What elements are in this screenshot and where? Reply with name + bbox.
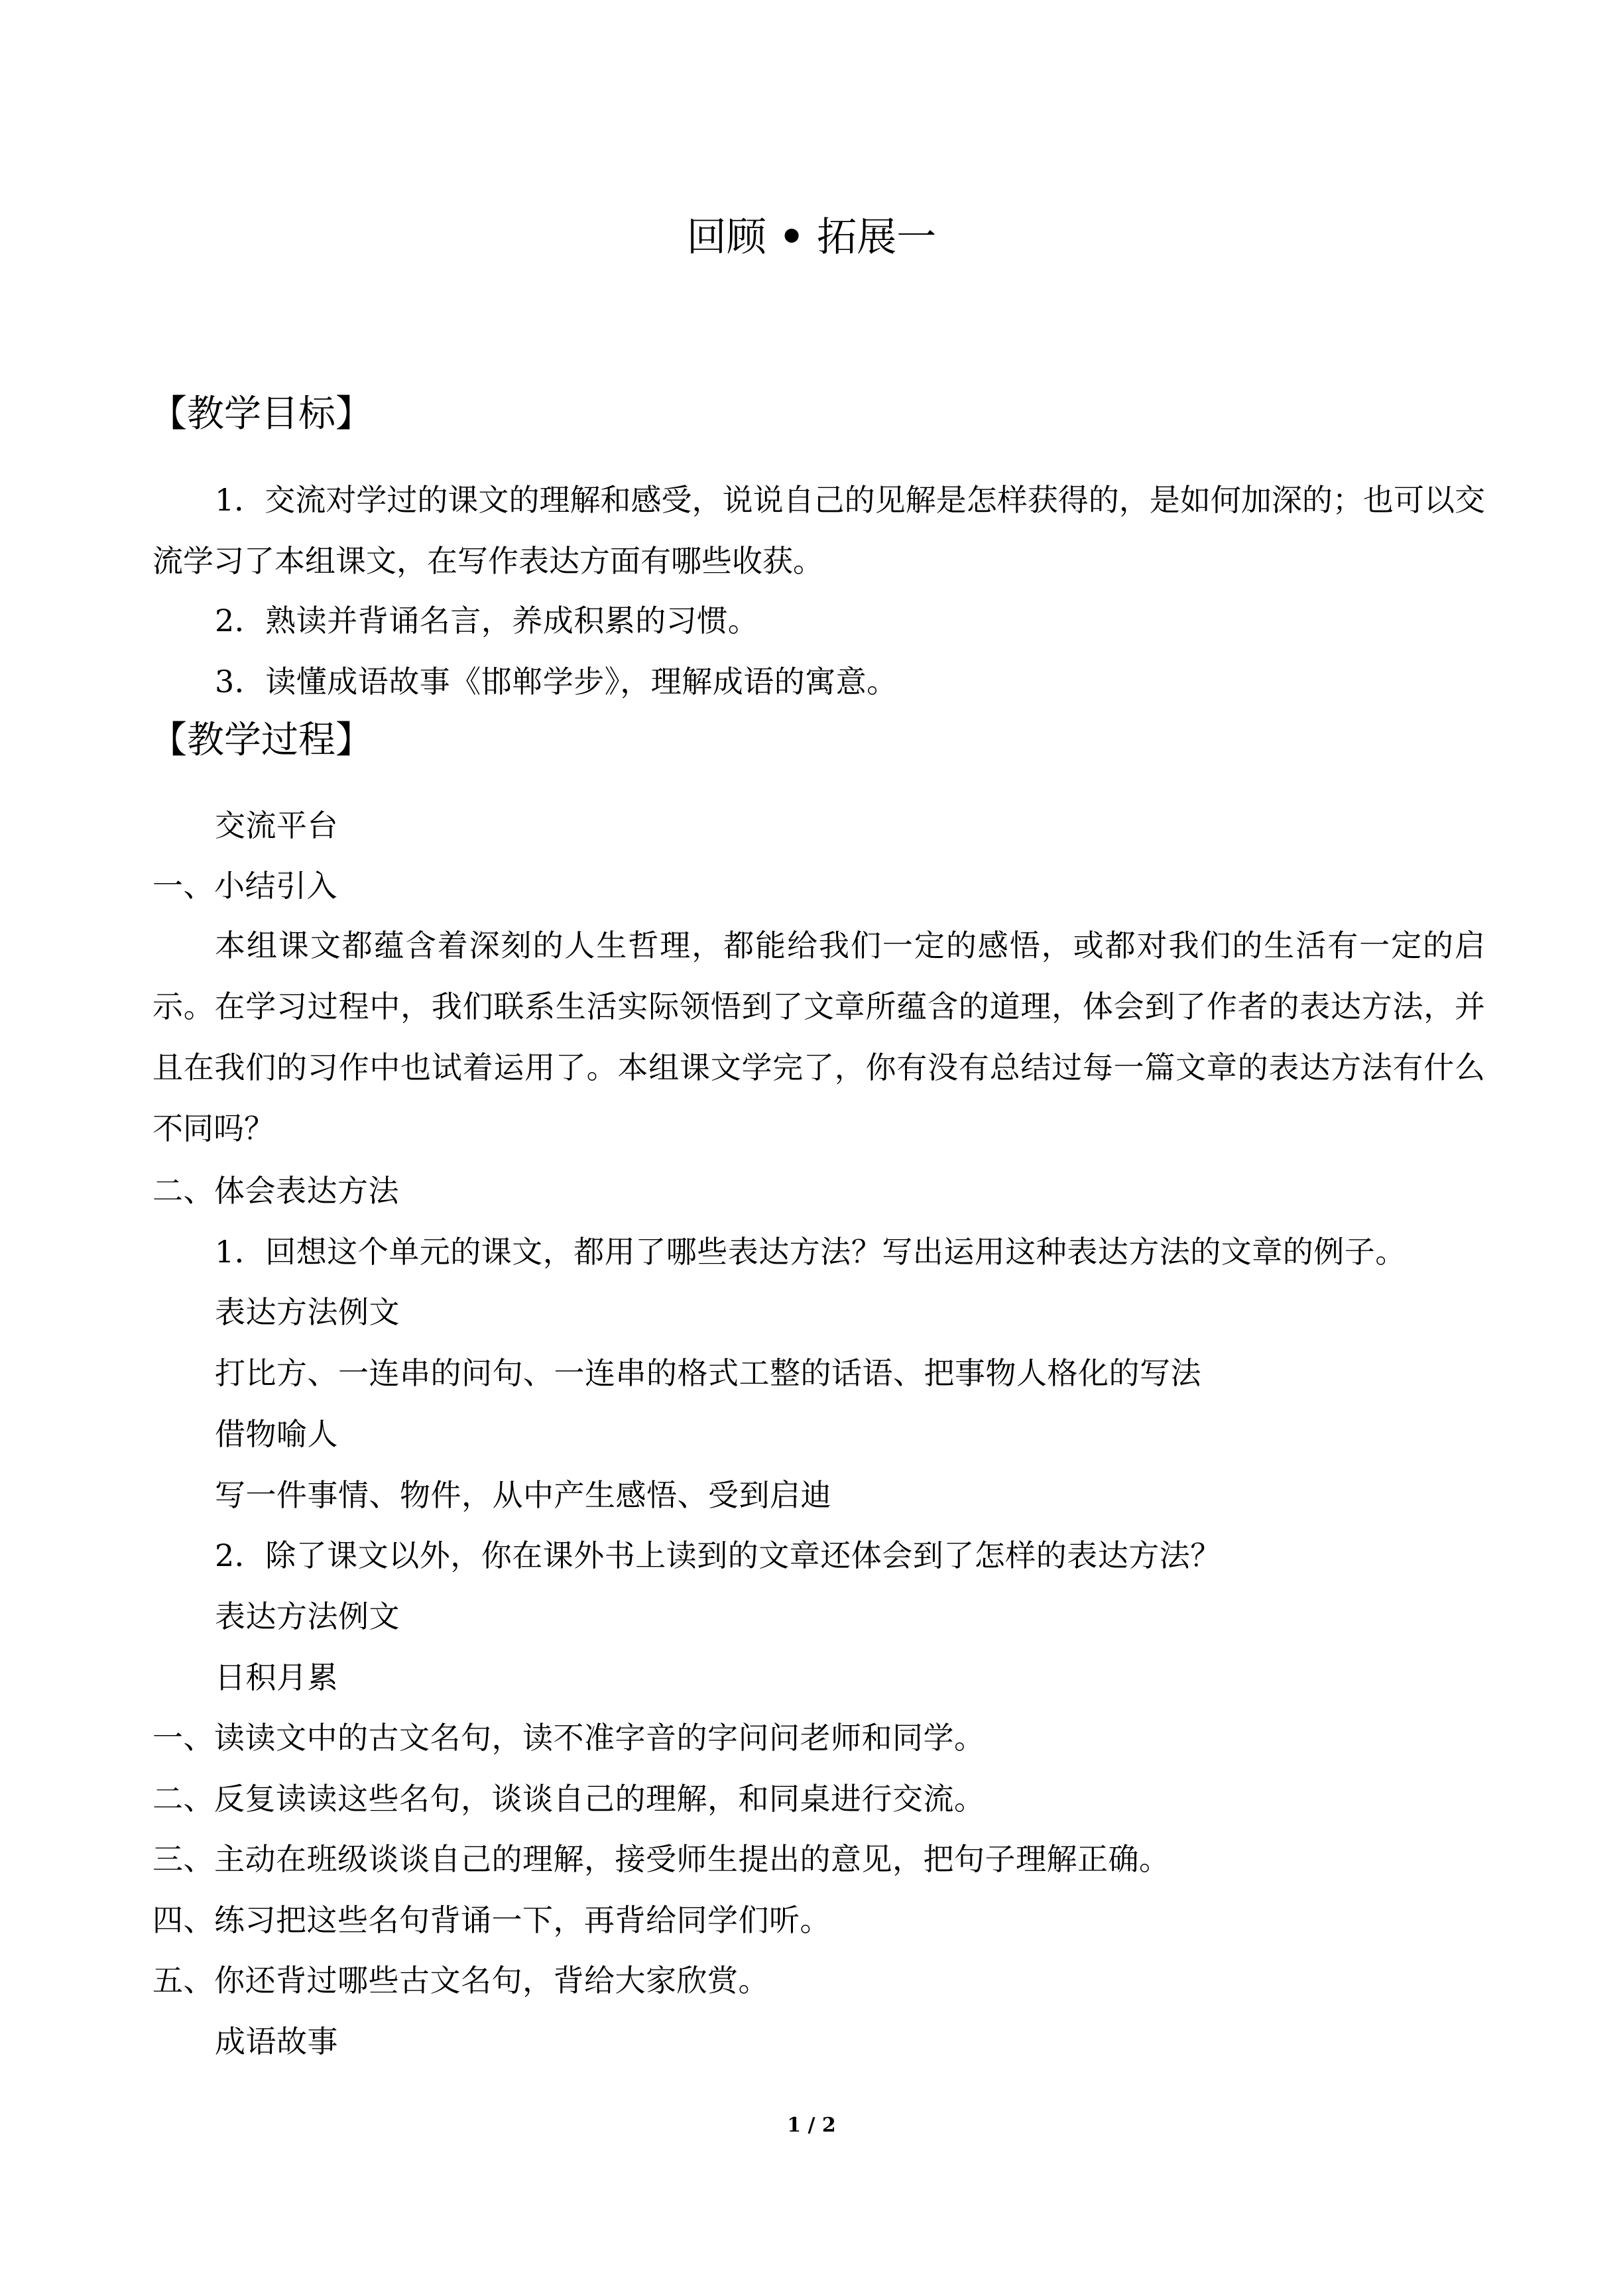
table1-row1: 打比方、一连串的问句、一连串的格式工整的话语、把事物人格化的写法: [215, 1355, 1201, 1391]
step-2: 二、反复读读这些名句，谈谈自己的理解，和同桌进行交流。: [152, 1781, 985, 1817]
goal-3: 3．读懂成语故事《邯郸学步》，理解成语的寓意。: [215, 664, 898, 699]
table2-header: 表达方法例文: [215, 1599, 400, 1634]
page-number: 1 / 2: [787, 2114, 836, 2137]
part2-title: 二、体会表达方法: [152, 1173, 399, 1209]
page-title: [0, 211, 1623, 264]
title-dot: •: [778, 214, 805, 261]
goal-1: 1．交流对学过的课文的理解和感受，说说自己的见解是怎样获得的，是如何加深的；也可以交流学习了本组课文，在写作表达方面有哪些收获。: [152, 482, 1485, 579]
process-heading: 【教学过程】: [150, 719, 373, 762]
question-2: 2．除了课文以外，你在课外书上读到的文章还体会到了怎样的表达方法？: [215, 1538, 1221, 1573]
table1-header: 表达方法例文: [215, 1294, 400, 1330]
title-right: 拓展一: [817, 214, 937, 261]
question-1: 1．回想这个单元的课文，都用了哪些表达方法？写出运用这种表达方法的文章的例子。: [215, 1234, 1406, 1270]
title-left: 回顾: [686, 214, 766, 261]
goal-2: 2．熟读并背诵名言，养成积累的习惯。: [215, 603, 759, 638]
daily-accumulation-label: 日积月累: [215, 1660, 338, 1695]
idiom-story-label: 成语故事: [215, 2024, 338, 2059]
step-5: 五、你还背过哪些古文名句，背给大家欣赏。: [152, 1963, 769, 1998]
step-3: 三、主动在班级谈谈自己的理解，接受师生提出的意见，把句子理解正确。: [152, 1841, 1170, 1877]
table1-row2: 借物喻人: [215, 1416, 338, 1452]
goals-heading: 【教学目标】: [150, 393, 373, 436]
exchange-platform-label: 交流平台: [215, 808, 338, 843]
part1-body: 本组课文都蕴含着深刻的人生哲理，都能给我们一定的感悟，或都对我们的生活有一定的启示。在学习过程中，我们联系生活实际领悟到了文章所蕴含的道理，体会到了作者的表达方法，并且在我们的习作中也试着运用了。本组课文学完了，你有没有总结过每一篇文章的表达方法有什么不同吗？: [152, 928, 1485, 1146]
part1-title: 一、小结引入: [152, 868, 337, 904]
table1-row3: 写一件事情、物件，从中产生感悟、受到启迪: [215, 1477, 831, 1513]
step-1: 一、读读文中的古文名句，读不准字音的字问问老师和同学。: [152, 1720, 985, 1756]
step-4: 四、练习把这些名句背诵一下，再背给同学们听。: [152, 1902, 831, 1938]
